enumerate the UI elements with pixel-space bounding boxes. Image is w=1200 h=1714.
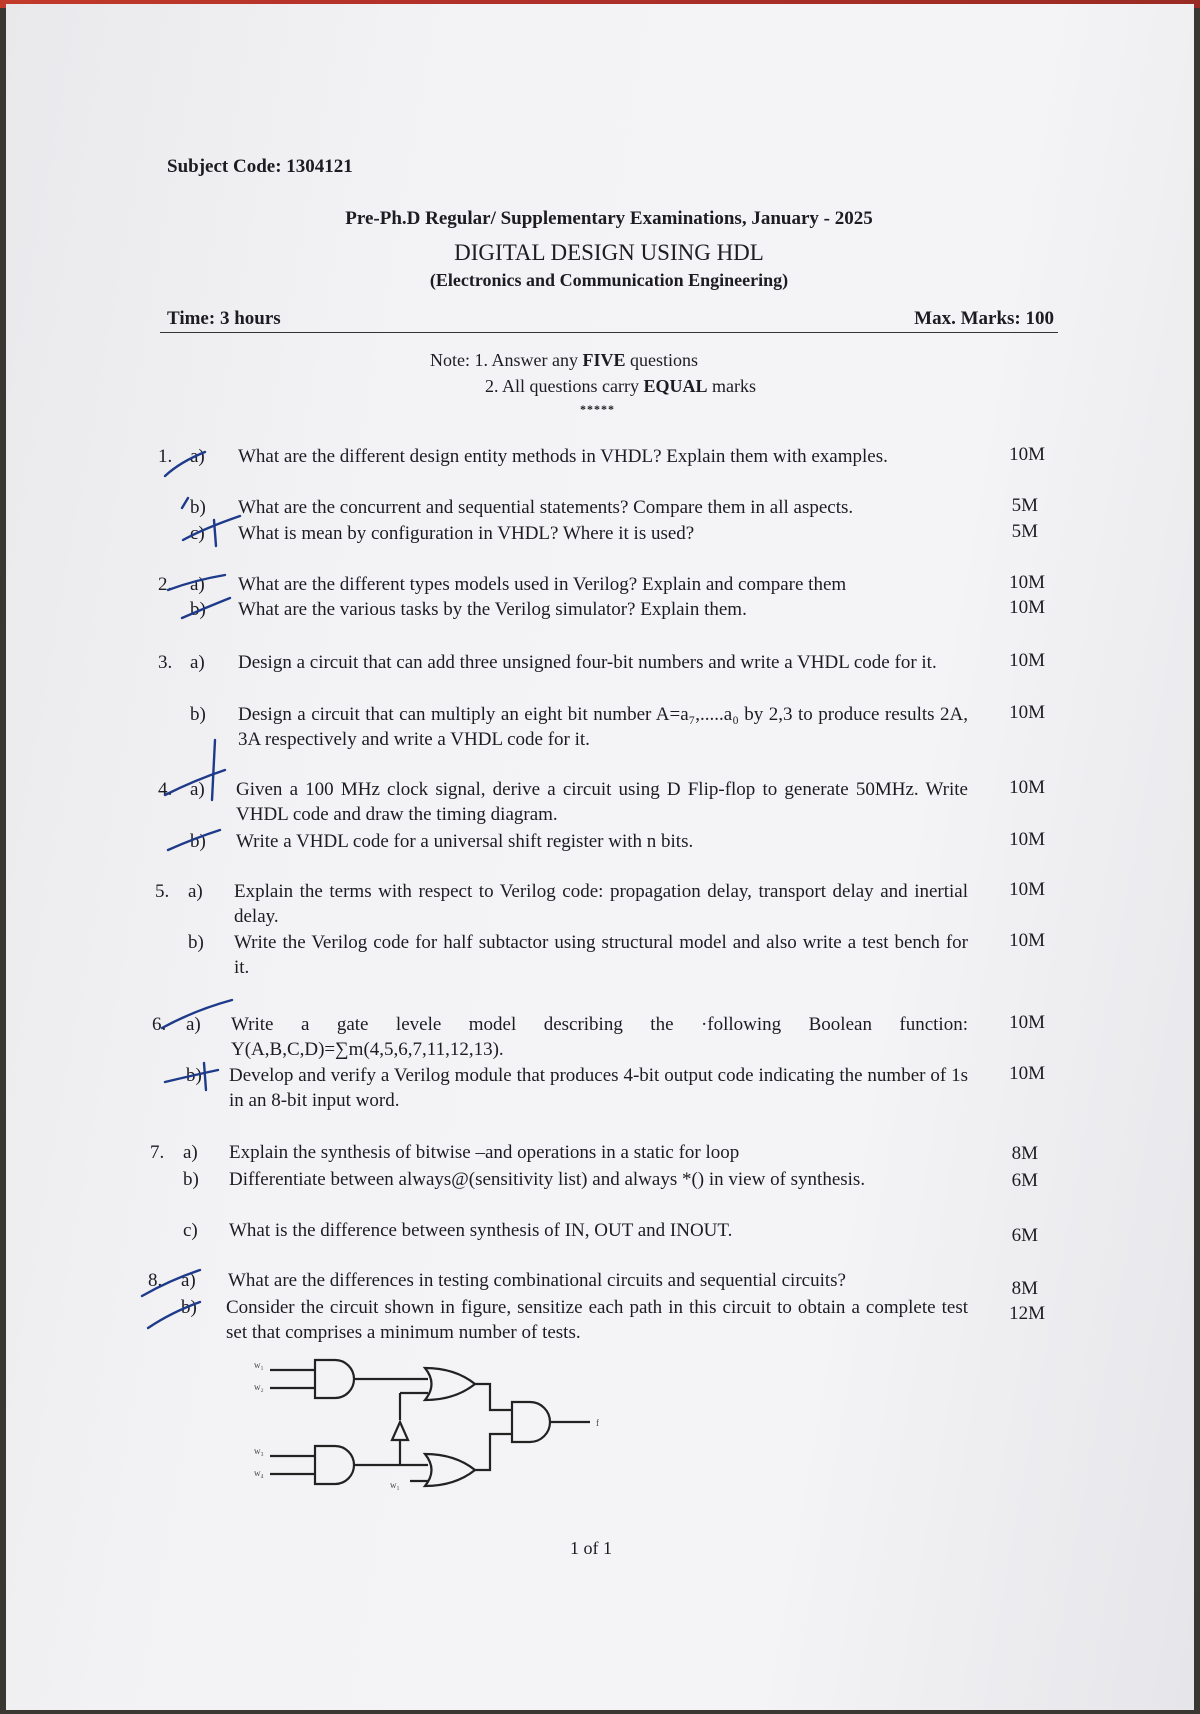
question-marks: 10M (1009, 829, 1045, 850)
question-number: 2. (158, 574, 173, 595)
pen-tick (162, 1000, 232, 1028)
question-text: What are the concurrent and sequential statements? Compare them in all aspects. (238, 497, 854, 518)
pen-tick (168, 830, 220, 850)
question-marks: 10M (1009, 444, 1045, 465)
question-marks: 12M (1009, 1303, 1045, 1324)
pen-tick (148, 1302, 200, 1328)
question-label: b) (186, 1065, 202, 1086)
question-text: Explain the synthesis of bitwise –and operations in a static for loop (229, 1142, 740, 1163)
pen-tick (168, 575, 225, 590)
question-label: b) (181, 1297, 197, 1318)
and-gate-3 (512, 1402, 550, 1442)
pen-tick (183, 516, 240, 540)
question-number: 3. (158, 652, 173, 673)
question-label: a) (190, 574, 205, 595)
question-marks: 10M (1009, 1063, 1045, 1084)
pen-tick (165, 452, 205, 476)
question-label: b) (190, 831, 206, 852)
question-number: 4. (158, 779, 173, 800)
question-text: Consider the circuit shown in figure, sensitize each path in this circuit to obtain a complete test set that comprises a minimum number of tests. (226, 1297, 968, 1343)
question-marks: 5M (1011, 495, 1038, 516)
page-number: 1 of 1 (570, 1538, 612, 1558)
question-number: 7. (150, 1142, 165, 1163)
pen-tick (182, 498, 188, 508)
question-label: b) (190, 599, 206, 620)
question-text: What is mean by configuration in VHDL? Where it is used? (238, 523, 695, 544)
question-text: What are the differences in testing combinational circuits and sequential circuits? (228, 1270, 846, 1291)
pen-tick (182, 598, 230, 618)
input-label-w2: w₂ (254, 1382, 264, 1392)
question-marks: 10M (1009, 930, 1045, 951)
or-gate-1 (425, 1368, 475, 1400)
note-1-suffix: questions (625, 350, 699, 370)
note-2-bold: EQUAL (643, 376, 708, 396)
question-label: a) (190, 446, 205, 467)
question-marks: 8M (1011, 1278, 1038, 1299)
question-marks: 10M (1009, 1012, 1045, 1033)
question-label: c) (190, 523, 205, 544)
subject-code: Subject Code: 1304121 (167, 156, 353, 177)
question-text: What are the different types models used in Verilog? Explain and compare them (238, 574, 847, 595)
or-gate-2 (425, 1454, 475, 1486)
question-marks: 6M (1011, 1225, 1038, 1246)
max-marks-label: Max. Marks: 100 (914, 308, 1054, 329)
question-label: a) (190, 779, 205, 800)
question-text: Explain the terms with respect to Verilog code: propagation delay, transport delay and inertial delay. (234, 881, 968, 927)
and-gate-1 (315, 1360, 354, 1398)
input-label-w4: w₄ (254, 1468, 264, 1478)
time-label: Time: 3 hours (167, 308, 281, 329)
question-marks: 10M (1009, 702, 1045, 723)
note-2-text: 2. All questions carry (485, 376, 644, 396)
question-marks: 10M (1009, 597, 1045, 618)
question-number: 5. (155, 881, 170, 902)
question-text: What are the different design entity methods in VHDL? Explain them with examples. (238, 446, 888, 467)
question-label: c) (183, 1220, 198, 1241)
question-label: a) (186, 1014, 201, 1035)
paper-title: DIGITAL DESIGN USING HDL (454, 240, 764, 265)
circuit-figure (240, 1348, 670, 1508)
question-label: b) (188, 932, 204, 953)
question-label: b) (190, 497, 206, 518)
question-text: Differentiate between always@(sensitivity list) and always *() in view of synthesis. (229, 1169, 866, 1190)
pen-tick (204, 1063, 206, 1090)
question-marks: 10M (1009, 777, 1045, 798)
pen-tick (165, 770, 225, 795)
pen-tick (165, 1070, 218, 1082)
exam-name: Pre-Ph.D Regular/ Supplementary Examinations, January - 2025 (345, 208, 873, 229)
question-text: Develop and verify a Verilog module that produces 4-bit output code indicating the number of 1s in an 8-bit input word. (229, 1065, 968, 1111)
question-text: Write a gate levele model describing the ·following Boolean function: Y(A,B,C,D)=∑m(4,5,6,7,11,12,13). (231, 1014, 968, 1060)
inverter (392, 1422, 408, 1440)
and-gate-2 (315, 1446, 354, 1484)
output-label: f (596, 1418, 599, 1428)
question-text: What are the various tasks by the Verilog simulator? Explain them. (238, 599, 747, 620)
question-marks: 6M (1011, 1170, 1038, 1191)
branch-name: (Electronics and Communication Engineering) (429, 270, 789, 290)
question-text: Design a circuit that can multiply an eight bit number A=a₇,.....a₀ by 2,3 to produce results 2A, 3A respectively and write a VHDL code for it. (238, 704, 968, 750)
pen-tick (212, 740, 215, 800)
question-label: a) (190, 652, 205, 673)
question-text: Given a 100 MHz clock signal, derive a circuit using D Flip-flop to generate 50MHz. Write VHDL code and draw the timing diagram. (236, 779, 968, 825)
note-stars: ***** (580, 402, 615, 416)
question-marks: 10M (1009, 572, 1045, 593)
note-2-suffix: marks (707, 376, 756, 396)
question-marks: 5M (1011, 521, 1038, 542)
question-label: a) (181, 1270, 196, 1291)
pen-tick (142, 1270, 200, 1296)
input-label-w1b: w₁ (390, 1480, 400, 1490)
input-label-w3: w₃ (254, 1446, 264, 1456)
question-marks: 10M (1009, 650, 1045, 671)
question-text: Design a circuit that can add three unsigned four-bit numbers and write a VHDL code for it. (238, 652, 937, 673)
input-label-w1: w₁ (254, 1360, 264, 1370)
note-1-text: Note: 1. Answer any (430, 350, 583, 370)
question-label: b) (190, 704, 206, 725)
question-marks: 8M (1011, 1143, 1038, 1164)
question-text: What is the difference between synthesis of IN, OUT and INOUT. (229, 1220, 733, 1241)
question-text: Write a VHDL code for a universal shift register with n bits. (236, 831, 694, 852)
question-label: a) (183, 1142, 198, 1163)
question-text: Write the Verilog code for half subtactor using structural model and also write a test bench for it. (234, 932, 968, 978)
question-label: a) (188, 881, 203, 902)
question-number: 1. (158, 446, 173, 467)
question-number: 8. (148, 1270, 163, 1291)
note-1-bold: FIVE (582, 350, 626, 370)
question-number: 6. (152, 1014, 167, 1035)
question-marks: 10M (1009, 879, 1045, 900)
question-label: b) (183, 1169, 199, 1190)
